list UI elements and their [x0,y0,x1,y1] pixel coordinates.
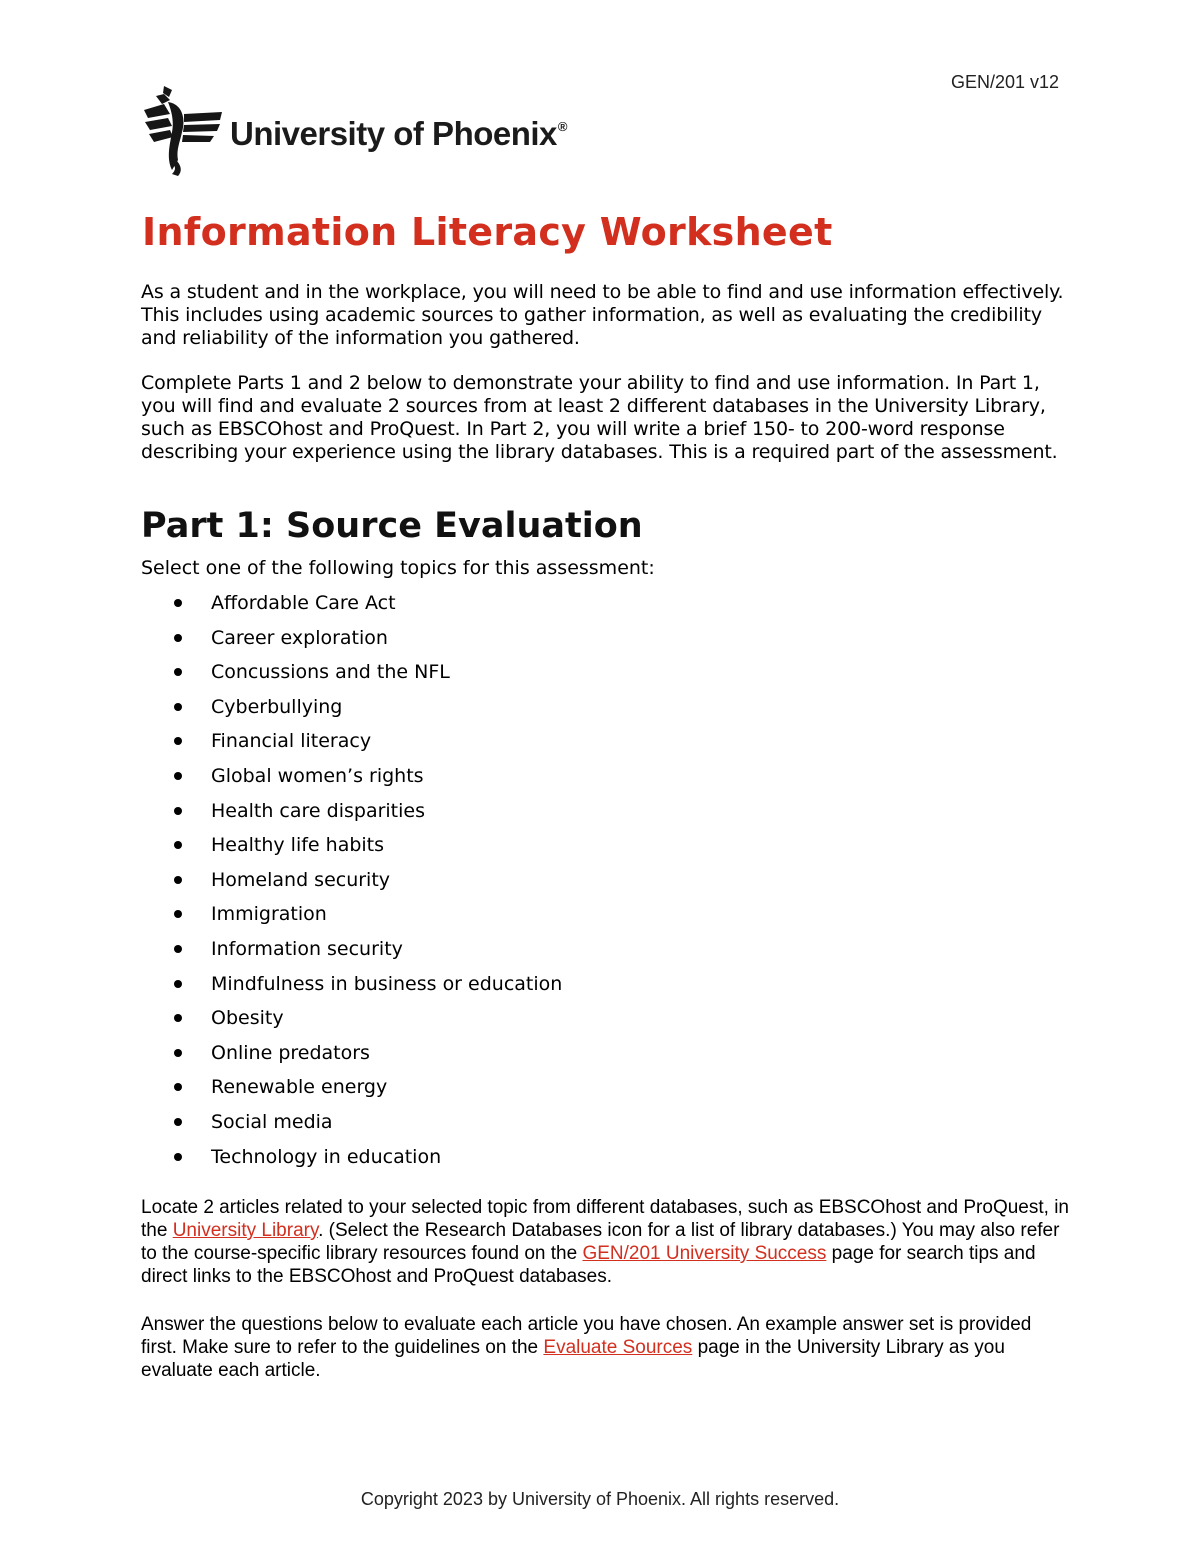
list-item: Social media [0,1105,562,1140]
list-item: Online predators [0,1036,562,1071]
list-item: Financial literacy [0,724,562,759]
bullet-icon [174,876,182,884]
list-item: Affordable Care Act [0,586,562,621]
course-code: GEN/201 v12 [950,72,1059,92]
list-item: Global women’s rights [0,759,562,794]
list-item: Healthy life habits [0,828,562,863]
bullet-icon [174,599,182,607]
list-item: Homeland security [0,863,562,898]
bullet-icon [174,1083,182,1091]
evaluate-sources-link[interactable]: Evaluate Sources [543,1337,693,1358]
list-item: Renewable energy [0,1070,562,1105]
list-item: Information security [0,932,562,967]
phoenix-icon [142,84,224,176]
bullet-icon [174,772,182,780]
bullet-icon [174,980,182,988]
list-item: Obesity [0,1001,562,1036]
bullet-icon [174,703,182,711]
university-library-link[interactable]: University Library [172,1220,319,1241]
list-item: Cyberbullying [0,690,562,725]
page-title: Information Literacy Worksheet [142,210,833,254]
bullet-icon [174,910,182,918]
list-item: Career exploration [0,621,562,656]
bullet-icon [174,841,182,849]
intro-paragraph: As a student and in the workplace, you will need to be able to find and use information effectively. This includes using academic sources to gather information, as well as evaluating the credibility and reliability of the information you gathered. [141,281,1064,349]
bullet-icon [174,807,182,815]
list-item: Technology in education [0,1140,562,1175]
bullet-icon [174,1118,182,1126]
bullet-icon [174,1014,182,1022]
instructions-paragraph: Complete Parts 1 and 2 below to demonstrate your ability to find and use information. In Part 1, you will find and evaluate 2 sources from at least 2 different databases in the University Library, such as EBSCOhost and ProQuest. In Part 2, you will write a brief 150- to 200-word response describing your experience using the library databases. This is a required part of the assessment. [141,372,1058,463]
bullet-icon [174,1153,182,1161]
list-item: Immigration [0,897,562,932]
university-success-link[interactable]: GEN/201 University Success [582,1243,827,1264]
bullet-icon [174,737,182,745]
list-item: Mindfulness in business or education [0,967,562,1002]
copyright-footer: Copyright 2023 by University of Phoenix. All rights reserved. [360,1489,840,1509]
list-item: Health care disparities [0,794,562,829]
bullet-icon [174,634,182,642]
part1-heading: Part 1: Source Evaluation [141,506,643,546]
bullet-icon [174,1049,182,1057]
bullet-icon [174,668,182,676]
bullet-icon [174,945,182,953]
answer-paragraph: Answer the questions below to evaluate each article you have chosen. An example answer set is provided first. Make sure to refer to the guidelines on the Evaluate Sources page in the University Library as you evaluate each article. [141,1314,1032,1381]
list-item: Concussions and the NFL [0,655,562,690]
select-topic-text: Select one of the following topics for this assessment: [141,557,655,579]
logo-wordmark: University of Phoenix® [230,115,568,152]
locate-paragraph: Locate 2 articles related to your selected topic from different databases, such as EBSCOhost and ProQuest, in the University Library. (Select the Research Databases icon for a list of library databases.) You may also refer to the course-specific library resources found on the GEN/201 University Success page for search tips and direct links to the EBSCOhost and ProQuest databases. [141,1197,1069,1287]
topic-list [0,586,562,1174]
university-logo [142,84,567,176]
